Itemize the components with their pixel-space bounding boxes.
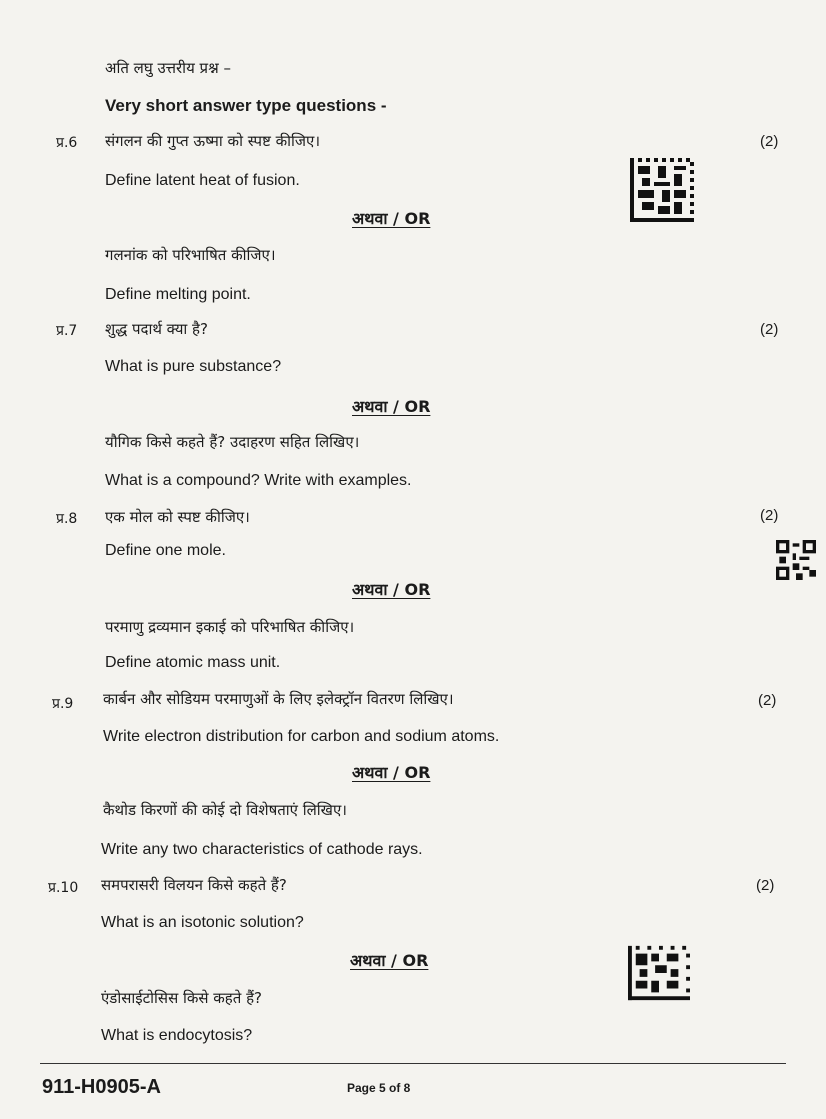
question-9-marks: (2)	[758, 692, 777, 709]
question-7-number: प्र.7	[56, 323, 78, 339]
question-6-hindi: संगलन की गुप्त ऊष्मा को स्पष्ट कीजिए।	[105, 132, 320, 150]
datamatrix-code-top	[630, 158, 694, 222]
datamatrix-code-bottom	[628, 945, 690, 1001]
question-8-marks: (2)	[760, 507, 779, 524]
question-6-alt-hindi: गलनांक को परिभाषित कीजिए।	[105, 246, 276, 264]
question-7-alt-hindi: यौगिक किसे कहते हैं? उदाहरण सहित लिखिए।	[105, 433, 360, 451]
question-8-number: प्र.8	[56, 511, 78, 527]
question-6-alt-english: Define melting point.	[105, 286, 251, 303]
question-10-hindi: समपरासरी विलयन किसे कहते हैं?	[101, 876, 287, 894]
question-8-hindi: एक मोल को स्पष्ट कीजिए।	[105, 508, 250, 526]
question-7-marks: (2)	[760, 321, 779, 338]
question-9-hindi: कार्बन और सोडियम परमाणुओं के लिए इलेक्ट्रॉन वितरण लिखिए।	[103, 690, 454, 708]
question-6-english: Define latent heat of fusion.	[105, 172, 300, 189]
question-9-alt-hindi: कैथोड किरणों की कोई दो विशेषताएं लिखिए।	[103, 801, 347, 819]
question-6-marks: (2)	[760, 133, 779, 150]
question-9-alt-english: Write any two characteristics of cathode rays.	[101, 841, 423, 858]
or-divider-6: अथवा / OR	[352, 209, 431, 228]
question-10-english: What is an isotonic solution?	[101, 914, 304, 931]
question-7-english: What is pure substance?	[105, 358, 282, 375]
or-divider-7: अथवा / OR	[352, 397, 431, 416]
paper-code: 911-H0905-A	[42, 1076, 161, 1098]
question-8-alt-english: Define atomic mass unit.	[105, 654, 281, 671]
section-title-hindi: अति लघु उत्तरीय प्रश्न –	[105, 59, 231, 77]
question-8-english: Define one mole.	[105, 542, 226, 559]
qr-code-side	[776, 540, 816, 580]
footer-divider	[40, 1063, 786, 1064]
question-10-alt-english: What is endocytosis?	[101, 1027, 253, 1044]
question-10-number: प्र.10	[48, 880, 79, 896]
question-6-number: प्र.6	[56, 135, 78, 151]
section-title-english: Very short answer type questions -	[105, 96, 387, 115]
or-divider-10: अथवा / OR	[350, 951, 429, 970]
question-8-alt-hindi: परमाणु द्रव्यमान इकाई को परिभाषित कीजिए।	[105, 618, 355, 636]
question-7-hindi: शुद्ध पदार्थ क्या है?	[105, 320, 208, 338]
or-divider-9: अथवा / OR	[352, 763, 431, 782]
question-10-alt-hindi: एंडोसाईटोसिस किसे कहते हैं?	[101, 989, 263, 1007]
page-number: Page 5 of 8	[347, 1081, 411, 1095]
question-7-alt-english: What is a compound? Write with examples.	[105, 472, 412, 489]
question-9-number: प्र.9	[52, 696, 74, 712]
question-10-marks: (2)	[756, 877, 775, 894]
question-9-english: Write electron distribution for carbon and sodium atoms.	[103, 728, 500, 745]
or-divider-8: अथवा / OR	[352, 580, 431, 599]
